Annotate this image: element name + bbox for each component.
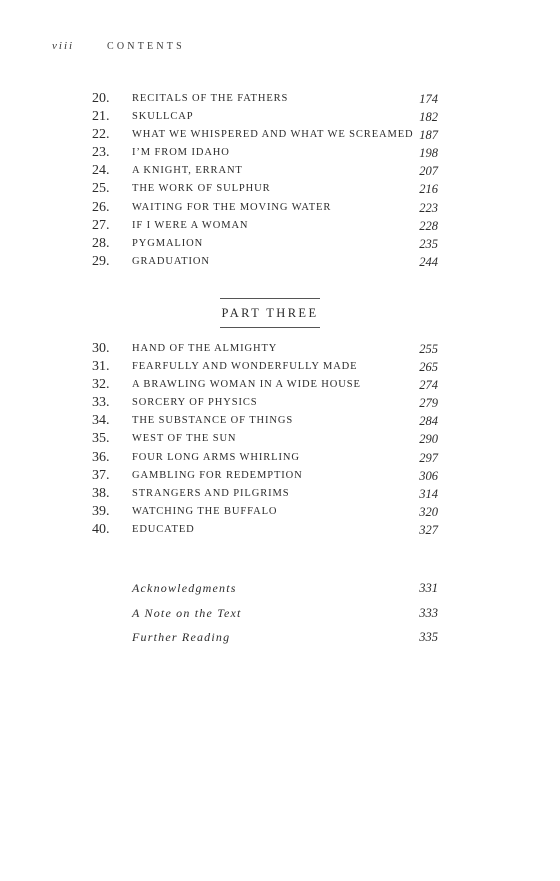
chapter-title: GRADUATION	[132, 255, 210, 267]
toc-part-two-list	[92, 90, 438, 271]
page-number: 314	[419, 486, 438, 501]
toc-entry	[92, 90, 438, 108]
toc-entry	[92, 485, 438, 503]
page-number: 244	[419, 254, 438, 269]
page-number: 274	[419, 378, 438, 393]
running-head	[52, 40, 185, 52]
toc-entry	[92, 126, 438, 144]
page-number: 255	[419, 342, 438, 356]
chapter-number: 23.	[92, 145, 110, 161]
toc-entry	[92, 199, 438, 217]
back-matter-entry	[132, 578, 438, 603]
chapter-number: 22.	[92, 127, 110, 143]
chapter-title: EDUCATED	[132, 523, 195, 535]
page-number: 207	[419, 164, 438, 179]
chapter-title: SORCERY OF PHYSICS	[132, 397, 258, 409]
page-number: 331	[419, 581, 438, 595]
toc-entry	[92, 412, 438, 430]
chapter-title: HAND OF THE ALMIGHTY	[132, 343, 278, 354]
page-number: 228	[419, 218, 438, 233]
chapter-number: 24.	[92, 163, 110, 179]
part-three-heading	[220, 298, 320, 328]
toc-entry	[92, 235, 438, 253]
running-title: CONTENTS	[107, 41, 185, 52]
page-number: 187	[419, 128, 438, 143]
back-matter-entry	[132, 627, 438, 652]
chapter-title: WATCHING THE BUFFALO	[132, 505, 278, 517]
chapter-number: 35.	[92, 431, 110, 447]
chapter-number: 36.	[92, 449, 110, 465]
toc-entry	[92, 180, 438, 198]
page-number: 335	[419, 630, 438, 644]
toc-entry	[92, 394, 438, 412]
chapter-number: 29.	[92, 253, 110, 269]
page-number: 265	[419, 360, 438, 375]
chapter-title: FOUR LONG ARMS WHIRLING	[132, 451, 300, 463]
page-number: 182	[419, 110, 438, 125]
chapter-title: PYGMALION	[132, 237, 204, 249]
chapter-title: I’M FROM IDAHO	[132, 147, 230, 159]
part-heading-rule-bottom	[220, 327, 320, 328]
chapter-title: A KNIGHT, ERRANT	[132, 165, 243, 177]
back-matter-title: A Note on the Text	[132, 605, 242, 620]
chapter-title: RECITALS OF THE FATHERS	[132, 93, 289, 104]
toc-part-three-list	[92, 340, 438, 539]
page-number: 279	[419, 396, 438, 411]
page-number: 284	[419, 414, 438, 429]
back-matter-entry	[132, 603, 438, 628]
chapter-number: 20.	[92, 91, 110, 106]
toc-entry	[92, 144, 438, 162]
chapter-number: 37.	[92, 467, 110, 483]
page-number: 290	[419, 432, 438, 447]
chapter-title: THE WORK OF SULPHUR	[132, 183, 271, 195]
chapter-title: GAMBLING FOR REDEMPTION	[132, 469, 303, 481]
chapter-number: 31.	[92, 359, 110, 375]
chapter-title: A BRAWLING WOMAN IN A WIDE HOUSE	[132, 379, 361, 391]
chapter-title: STRANGERS AND PILGRIMS	[132, 487, 290, 499]
chapter-number: 38.	[92, 485, 110, 501]
chapter-number: 34.	[92, 413, 110, 429]
page-number: 216	[419, 182, 438, 197]
chapter-number: 39.	[92, 503, 110, 519]
toc-entry	[92, 449, 438, 467]
page-number: 306	[419, 468, 438, 483]
toc-entry	[92, 430, 438, 448]
chapter-number: 32.	[92, 377, 110, 393]
page-number: 333	[419, 605, 438, 620]
back-matter-title: Further Reading	[132, 630, 231, 644]
toc-entry	[92, 521, 438, 539]
chapter-number: 28.	[92, 235, 110, 251]
page-number: 223	[419, 200, 438, 215]
toc-entry	[92, 253, 438, 271]
chapter-number: 27.	[92, 217, 110, 233]
chapter-title: WEST OF THE SUN	[132, 433, 237, 445]
page-number: 235	[419, 236, 438, 251]
back-matter-title: Acknowledgments	[132, 581, 237, 595]
chapter-title: SKULLCAP	[132, 111, 194, 123]
chapter-title: THE SUBSTANCE OF THINGS	[132, 415, 294, 427]
toc-entry	[92, 217, 438, 235]
page-number: 297	[419, 450, 438, 465]
toc-entry	[92, 358, 438, 376]
chapter-number: 21.	[92, 109, 110, 125]
page-number: 327	[419, 522, 438, 537]
back-matter-list	[132, 578, 438, 652]
toc-entry	[92, 467, 438, 485]
chapter-title: FEARFULLY AND WONDERFULLY MADE	[132, 361, 358, 373]
chapter-number: 33.	[92, 395, 110, 411]
toc-entry	[92, 376, 438, 394]
chapter-number: 40.	[92, 521, 110, 537]
page-number: 198	[419, 146, 438, 161]
chapter-title: WHAT WE WHISPERED AND WHAT WE SCREAMED	[132, 129, 414, 141]
page-number: 320	[419, 504, 438, 519]
toc-entry	[92, 108, 438, 126]
page-folio: viii	[52, 40, 75, 52]
chapter-title: WAITING FOR THE MOVING WATER	[132, 201, 332, 213]
part-title: PART THREE	[221, 306, 319, 320]
toc-entry	[92, 162, 438, 180]
page-number: 174	[419, 92, 438, 106]
chapter-number: 26.	[92, 199, 110, 215]
toc-entry	[92, 340, 438, 358]
chapter-number: 30.	[92, 341, 110, 356]
chapter-number: 25.	[92, 181, 110, 197]
toc-entry	[92, 503, 438, 521]
chapter-title: IF I WERE A WOMAN	[132, 219, 249, 231]
